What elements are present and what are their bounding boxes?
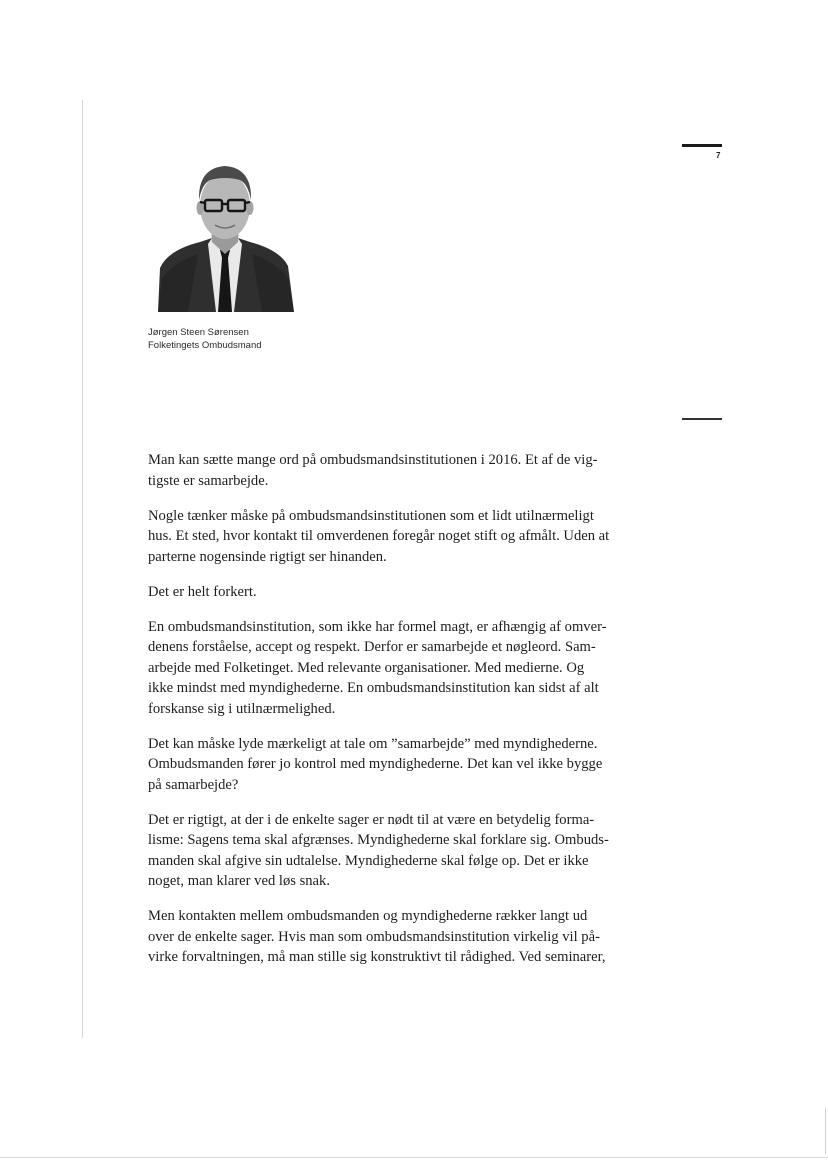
text-line: tigste er samarbejde. — [148, 472, 269, 489]
text-line: hus. Et sted, hvor kontakt til omverdenen foregår noget stift og afmålt. Uden at — [148, 528, 610, 544]
left-margin-rule — [82, 100, 83, 1038]
paragraph — [148, 506, 648, 568]
text-line: noget, man klarer ved løs snak. — [148, 873, 330, 889]
paragraph — [148, 582, 648, 603]
paragraph — [148, 450, 648, 491]
text-line: forskanse sig i utilnærmelighed. — [148, 700, 336, 717]
face — [200, 173, 250, 239]
text-line: arbejde med Folketinget. Med relevante organisationer. Med medierne. Og — [148, 659, 585, 676]
page-number: 7 — [716, 151, 721, 160]
text-line: ikke mindst med myndighederne. En ombudsmandsinstitution kan sidst af alt — [148, 680, 599, 696]
portrait-photo — [148, 138, 298, 312]
text-line: Nogle tænker måske på ombudsmandsinstitutionen som et lidt utilnærmeligt — [148, 507, 594, 524]
photo-caption — [148, 326, 262, 352]
text-line: Man kan sætte mange ord på ombudsmandsinstitutionen i 2016. Et af de vig- — [148, 452, 598, 468]
section-dash — [682, 418, 722, 420]
text-line: Det er rigtigt, at der i de enkelte sager er nødt til at være en betydelig forma- — [148, 811, 595, 828]
text-line: på samarbejde? — [148, 776, 239, 793]
text-line: Det er helt forkert. — [148, 583, 257, 600]
text-line: parterne nogensinde rigtigt ser hinanden. — [148, 548, 387, 565]
paragraph — [148, 617, 648, 720]
text-line: lisme: Sagens tema skal afgrænses. Myndighederne skal forklare sig. Ombuds- — [148, 832, 609, 848]
page-number-dash — [682, 144, 722, 147]
bottom-scan-edge — [0, 1157, 828, 1158]
paragraph — [148, 906, 648, 968]
text-line: manden skal afgive sin udtalelse. Myndighederne skal følge op. Det er ikke — [148, 852, 589, 869]
text-line: virke forvaltningen, må man stille sig konstruktivt til rådighed. Ved seminarer, — [148, 949, 606, 965]
article-body — [148, 450, 648, 982]
right-scan-edge — [825, 1108, 826, 1154]
caption-name: Jørgen Steen Sørensen — [148, 327, 249, 338]
text-line: Det kan måske lyde mærkeligt at tale om ”samarbejde” med myndighederne. — [148, 735, 598, 752]
paragraph — [148, 734, 648, 796]
text-line: denens forståelse, accept og respekt. Derfor er samarbejde et nøgleord. Sam- — [148, 639, 596, 655]
text-line: Ombudsmanden fører jo kontrol med myndighederne. Det kan vel ikke bygge — [148, 756, 603, 772]
text-line: Men kontakten mellem ombudsmanden og myndighederne rækker langt ud — [148, 908, 588, 924]
caption-title: Folketingets Ombudsmand — [148, 340, 262, 351]
text-line: over de enkelte sager. Hvis man som ombudsmandsinstitution virkelig vil på- — [148, 928, 600, 945]
paragraph — [148, 810, 648, 892]
text-line: En ombudsmandsinstitution, som ikke har formel magt, er afhængig af omver- — [148, 618, 607, 635]
